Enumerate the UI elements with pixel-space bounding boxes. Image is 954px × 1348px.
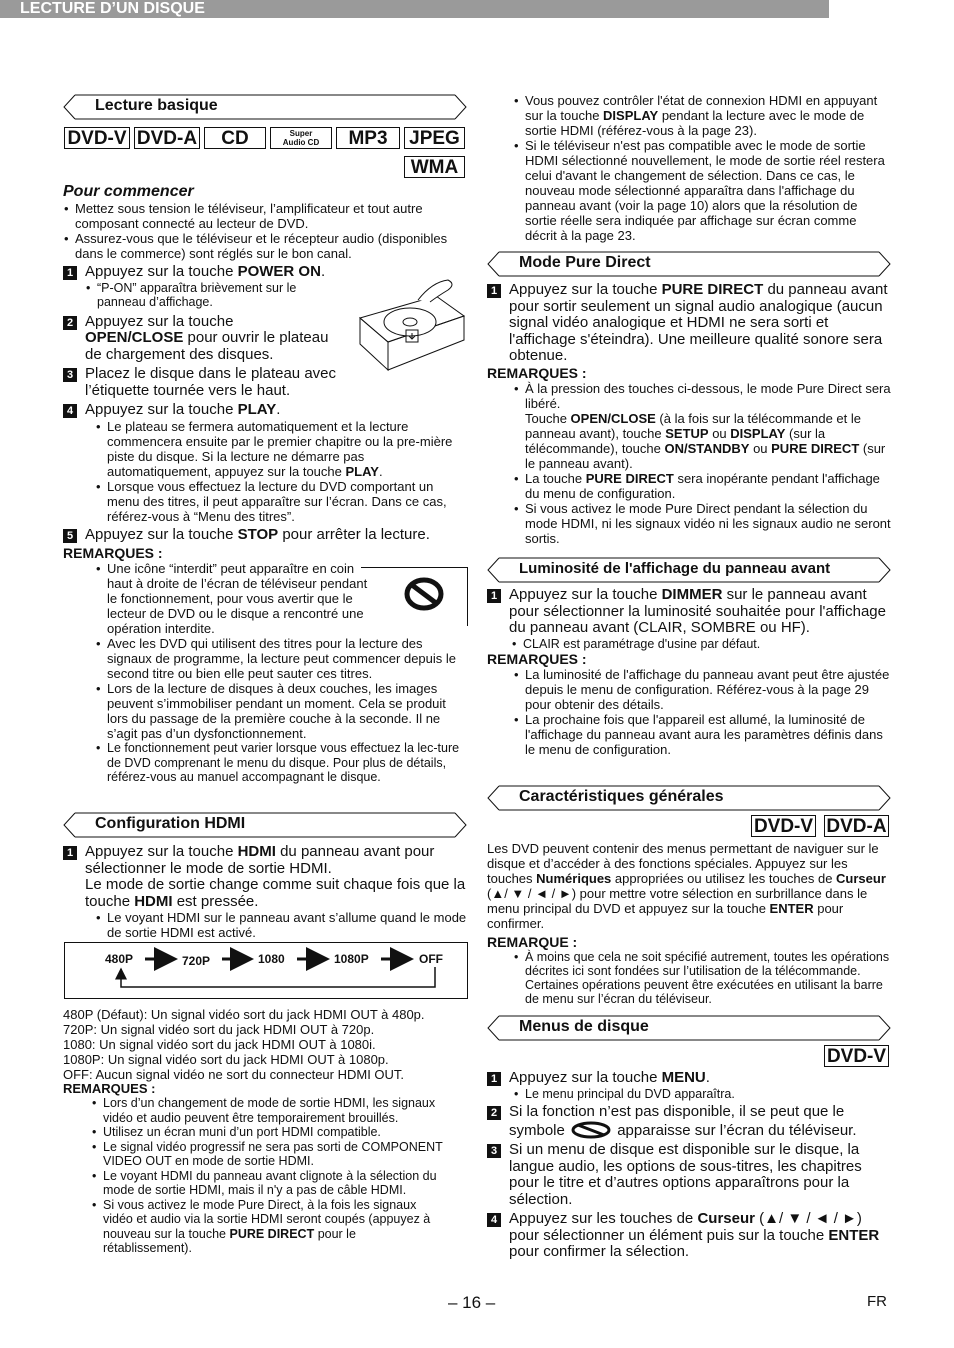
step-number: 2 xyxy=(63,316,77,330)
step-number: 3 xyxy=(487,1144,501,1158)
remark-text: (à la fois sur la télécommande et le panneau avant), touche xyxy=(525,410,862,441)
menu-step-4 xyxy=(487,1211,891,1261)
key-open-close: OPEN/CLOSE xyxy=(570,410,656,426)
badge-dvd-v: DVD-V xyxy=(824,1045,889,1067)
step-number: 1 xyxy=(487,284,501,298)
remark-item: • Avec les DVD qui utilisent des titres pour la lecture des signaux de programme, la lecture peut commencer depuis le second titre ou bien elle peut sauter ces titres. xyxy=(95,636,467,681)
remarks-heading: REMARQUES : xyxy=(487,364,587,381)
key-display: DISPLAY xyxy=(603,108,659,123)
remark-item: • Le signal vidéo progressif ne sera pas sorti de COMPONENT VIDEO OUT en mode de sortie HDMI. xyxy=(91,1140,468,1169)
step-text: sur le panneau avant pour sélectionner la luminosité souhaitée pour l'affichage du panneau avant (CLAIR, SOMBRE ou HF). xyxy=(509,586,886,636)
step-text: apparaisse sur l’écran du téléviseur. xyxy=(613,1121,857,1139)
general-content xyxy=(487,841,891,1006)
pure-direct-section xyxy=(487,251,891,546)
section-title: Mode Pure Direct xyxy=(519,254,651,271)
hdmi-note: • Si le téléviseur n'est pas compatible avec le mode de sortie HDMI sélectionné nouvellement, le mode de sortie réel restera celui d'avant le changement de sélection. Dans ce cas, le nouveau mode sélectionné apparaîtra dans l'affichage du panneau avant (voir la page 10) alors que la résolution de sortie réelle sera indiquée par affichage sur écran comme décrit à la page 23. xyxy=(513,138,891,243)
remark-item: • La prochaine fois que l'appareil est allumé, la luminosité de l'affichage du panneau avant aura les paramètres définis dans le menu de configuration. xyxy=(513,712,891,757)
section-title: Lecture basique xyxy=(95,97,218,114)
note-text: . xyxy=(378,463,383,479)
key-on-standby: ON/STANDBY xyxy=(664,440,750,456)
step-text: Placez le disque dans le plateau avec l’étiquette tournée vers le haut. xyxy=(85,365,337,399)
page-number: – 16 – xyxy=(448,1293,496,1312)
step-number: 1 xyxy=(487,589,501,603)
remark-item: • Le fonctionnement peut varier lorsque vous effectuez la lec-ture de DVD comprenant le menu du disque. Pour plus de détails, référez-vous au manuel accompagnant le disque. xyxy=(95,741,467,785)
key-open-close: OPEN/CLOSE xyxy=(85,329,184,346)
right-column-top xyxy=(487,93,891,243)
remark-text: La touche xyxy=(525,470,586,486)
prohibited-icon xyxy=(404,577,444,611)
key-stop: STOP xyxy=(237,525,279,543)
key-enter: ENTER xyxy=(769,901,814,916)
step-text: Appuyez sur la touche xyxy=(509,1069,662,1086)
remark-item: • La luminosité de l'affichage du panneau avant peut être ajustée depuis le menu de configuration. Référez-vous à la page 29 pour obtenir des détails. xyxy=(513,667,891,712)
badge-dvd-v: DVD-V xyxy=(64,127,130,149)
remark-text: (sur le panneau avant). xyxy=(525,440,886,471)
key-enter: ENTER xyxy=(828,1226,880,1244)
para-text: (▲/ ▼ / ◄ / ►) pour mettre votre sélection en surbrillance dans le menu principal du DVD et appuyez sur la touche xyxy=(487,886,868,916)
badge-wma: WMA xyxy=(404,156,465,178)
remark-text: sera inopérante pendant l'affichage du menu de configuration. xyxy=(525,470,880,501)
step-text: pour arrêter la lecture. xyxy=(278,525,430,543)
lecture-content xyxy=(63,182,467,785)
remark-item: • Une icône “interdit” peut apparaître en coin haut à droite de l’écran de téléviseur pendant le fonctionnement, pour vous avertir que le lecteur de DVD ou le disque a rencontré une opération interdite. xyxy=(95,561,372,636)
general-section xyxy=(487,785,891,815)
step-number: 4 xyxy=(63,404,77,418)
pour-commencer-heading: Pour commencer xyxy=(63,183,194,200)
step-text: (▲/ ▼ / ◄ / ►) pour sélectionner un élément puis sur la touche xyxy=(509,1210,862,1244)
section-header-disc-menus xyxy=(487,1015,891,1041)
flow-mode-off: OFF xyxy=(419,952,443,966)
hdmi-step-1 xyxy=(63,844,467,910)
remarks-heading: REMARQUES : xyxy=(63,1081,156,1096)
key-power-on: POWER ON xyxy=(237,263,321,280)
step-text: Le mode de sortie change comme suit chaque fois que la touche xyxy=(85,876,466,910)
step-text: Appuyez sur les touches de xyxy=(509,1210,698,1227)
flow-mode-1080: 1080 xyxy=(258,952,285,966)
step-note: • Le voyant HDMI sur le panneau avant s’allume quand le mode de sortie HDMI est activé. xyxy=(95,910,467,940)
section-header-lecture xyxy=(63,94,467,120)
mode-desc: 720P: Un signal vidéo sort du jack HDMI OUT à 720p. xyxy=(63,1022,375,1037)
badge-super-audio-cd xyxy=(270,127,332,149)
intro-bullet: • Assurez-vous que le téléviseur et le récepteur audio (disponibles dans le commerce) sont réglés sur le bon canal. xyxy=(63,231,467,261)
step-number: 3 xyxy=(63,368,77,382)
para-text: appropriées ou utilisez les touches de xyxy=(611,871,837,886)
mode-desc: 480P (Défaut): Un signal vidéo sort du jack HDMI OUT à 480p. xyxy=(63,1007,425,1022)
key-hdmi: HDMI xyxy=(134,892,173,910)
section-header-dimmer xyxy=(487,557,891,583)
pure-step-1 xyxy=(487,282,891,365)
mode-desc: 1080: Un signal vidéo sort du jack HDMI OUT à 1080i. xyxy=(63,1037,376,1052)
key-pure-direct: PURE DIRECT xyxy=(661,281,764,298)
step-text: Si un menu de disque est disponible sur le disque, la langue audio, les options de sous-titres, les chapitres pour le titre et d’autres options apparaîtrons pour la sélection. xyxy=(509,1141,862,1208)
flow-mode-1080p: 1080P xyxy=(334,952,369,966)
disc-menus-content xyxy=(487,1070,891,1261)
hdmi-description xyxy=(63,1007,468,1256)
step-text: Appuyez sur la touche xyxy=(85,525,238,543)
step-text: pour confirmer la sélection. xyxy=(509,1243,690,1260)
step-text: Appuyez sur la touche xyxy=(85,843,238,860)
hdmi-note xyxy=(513,93,891,138)
badge-line: Audio CD xyxy=(282,138,320,147)
step-2 xyxy=(63,314,345,364)
key-setup: SETUP xyxy=(665,425,709,441)
note-text: Le plateau se fermera automatiquement et la lecture commencera ensuite par le premier chapitre ou la pre-mière piste du disque. Si la lecture ne démarre pas automatiquement, appuyez sur la touche xyxy=(107,418,453,479)
remark-text: ou xyxy=(708,425,731,441)
key-pure-direct: PURE DIRECT xyxy=(585,470,674,486)
remark-item: • À moins que cela ne soit spécifié autrement, toutes les opérations décrites ici sont fondées sur l’utilisation de la télécommande. Certaines opérations peuvent être exécutées en utilisant la barre de menu sur l’écran du téléviseur. xyxy=(513,950,891,1006)
key-menu: MENU xyxy=(661,1069,706,1086)
badge-mp3: MP3 xyxy=(336,127,400,149)
note-text: pendant la lecture avec le mode de sortie HDMI (référez-vous à la page 23). xyxy=(525,108,865,138)
step-text: . xyxy=(705,1069,710,1086)
key-pure-direct: PURE DIRECT xyxy=(771,440,860,456)
step-number: 5 xyxy=(63,529,77,543)
step-number: 2 xyxy=(487,1106,501,1120)
remark-item: • Lors de la lecture de disques à deux couches, les images peuvent s’immobiliser pendant un moment. Cela se produit lors du passage de la première couche à la seconde. Il ne s’agit pas d’un dysfonctionnement. xyxy=(95,681,467,741)
badge-dvd-a: DVD-A xyxy=(824,815,889,837)
intro-bullet: • Mettez sous tension le téléviseur, l’amplificateur et tout autre composant connecté au lecteur de DVD. xyxy=(63,201,467,231)
step-note xyxy=(95,419,467,479)
key-play: PLAY xyxy=(345,463,379,479)
remarks-heading: REMARQUES : xyxy=(63,545,163,561)
hdmi-section xyxy=(63,812,467,940)
step-note: • CLAIR est paramétrage d'usine par défaut. xyxy=(511,637,891,652)
step-note: • “P-ON” apparaîtra brièvement sur le panneau d’affichage. xyxy=(85,281,327,310)
mode-desc: OFF: Aucun signal vidéo ne sort du connecteur HDMI OUT. xyxy=(63,1067,405,1082)
flow-mode-720p: 720P xyxy=(182,954,211,968)
remark-item xyxy=(513,381,891,471)
section-header-pure-direct xyxy=(487,251,891,277)
badge-jpeg: JPEG xyxy=(404,127,465,149)
remark-text: Si vous activez le mode Pure Direct, à la fois les signaux vidéo et audio via la sortie HDMI seront coupés (appuyez à nouveau sur la touche xyxy=(103,1197,431,1241)
section-title: Menus de disque xyxy=(519,1018,649,1035)
remark-text: pour le rétablissement). xyxy=(103,1226,356,1255)
step-number: 1 xyxy=(63,266,77,280)
remarks-heading: REMARQUES : xyxy=(487,651,587,667)
remark-item xyxy=(513,471,891,501)
step-text: du panneau avant pour sortir seulement un signal audio analogique (aucun signal vidéo analogique et HDMI ne sera sorti et l'affichage s'éteindra). Une meilleure qualité sonore sera obtenue. xyxy=(509,281,888,364)
badge-dvd-v: DVD-V xyxy=(751,815,816,837)
dimmer-step-1 xyxy=(487,587,891,637)
flow-mode-480p: 480P xyxy=(105,952,134,966)
mode-desc: 1080P: Un signal vidéo sort du jack HDMI OUT à 1080p. xyxy=(63,1052,389,1067)
step-text: pour ouvrir le plateau de chargement des disques. xyxy=(85,329,329,363)
page-title: LECTURE D’UN DISQUE xyxy=(20,0,205,17)
remark-text: (sur la télécommande), touche xyxy=(525,425,826,456)
section-title: Configuration HDMI xyxy=(95,815,246,832)
hdmi-mode-flow xyxy=(64,942,468,999)
step-note: • Le menu principal du DVD apparaîtra. xyxy=(513,1087,891,1102)
section-header-hdmi xyxy=(63,812,467,838)
remark-item: • Le voyant HDMI du panneau avant clignote à la sélection du mode de sortie HDMI, mais il n'y a pas de câble HDMI. xyxy=(91,1169,468,1198)
language-code: FR xyxy=(867,1293,887,1310)
remark-item: • Lors d’un changement de mode de sortie HDMI, les signaux vidéo et audio peuvent être temporairement brouillés. xyxy=(91,1096,468,1125)
key-cursor: Curseur xyxy=(697,1210,755,1227)
para-text: pour confirmer. xyxy=(487,901,844,931)
menu-step-3 xyxy=(487,1142,891,1208)
remark-item: • Si vous activez le mode Pure Direct pendant la sélection du mode HDMI, ni les signaux vidéo ni les signaux audio ne seront sortis. xyxy=(513,501,891,546)
badge-cd: CD xyxy=(204,127,266,149)
key-cursor: Curseur xyxy=(836,871,886,886)
section-title: Caractéristiques générales xyxy=(519,788,724,805)
step-number: 1 xyxy=(487,1072,501,1086)
step-number: 1 xyxy=(63,846,77,860)
note-text: Vous pouvez contrôler l'état de connexion HDMI en appuyant sur la touche xyxy=(525,93,878,123)
remark-heading: REMARQUE : xyxy=(487,934,578,950)
step-text: Appuyez sur la touche xyxy=(85,401,238,418)
step-note: • Lorsque vous effectuez la lecture du DVD comportant un menu des titres, il peut apparaître sur l’écran. Dans ce cas, référez-vous à “Menu des titres”. xyxy=(95,479,467,524)
key-hdmi: HDMI xyxy=(237,843,276,860)
step-text: Si la fonction n’est pas disponible, il se peut que le symbole xyxy=(509,1103,845,1139)
prohibited-icon xyxy=(569,1121,613,1139)
disc-tray-illustration xyxy=(340,278,468,380)
step-text: est pressée. xyxy=(172,892,259,910)
remark-text: Touche xyxy=(525,410,571,426)
step-text: . xyxy=(320,263,326,280)
key-numeric: Numériques xyxy=(536,871,612,886)
section-header-general xyxy=(487,785,891,811)
step-text: du panneau avant pour sélectionner le mode de sortie HDMI. xyxy=(85,843,435,877)
prohibited-frame xyxy=(361,567,468,626)
step-text: Appuyez sur la touche xyxy=(509,281,662,298)
section-title: Luminosité de l'affichage du panneau avant xyxy=(519,560,831,577)
key-pure-direct: PURE DIRECT xyxy=(229,1226,315,1241)
step-3 xyxy=(63,366,385,399)
step-text: Appuyez sur la touche xyxy=(85,312,234,330)
badge-dvd-a: DVD-A xyxy=(134,127,200,149)
remark-text: À la pression des touches ci-dessous, le mode Pure Direct sera libéré. xyxy=(525,380,891,411)
left-column xyxy=(63,94,467,124)
menu-step-1 xyxy=(487,1070,891,1087)
step-4 xyxy=(63,402,467,419)
key-display: DISPLAY xyxy=(730,425,786,441)
menu-step-2 xyxy=(487,1104,891,1139)
step-number: 4 xyxy=(487,1213,501,1227)
key-play: PLAY xyxy=(237,401,277,418)
remark-item: • Utilisez un écran muni d’un port HDMI compatible. xyxy=(91,1125,468,1140)
disc-menus-section xyxy=(487,1015,891,1045)
step-text: . xyxy=(276,401,281,418)
remark-text: ou xyxy=(749,440,772,456)
badge-line: Super xyxy=(289,129,313,138)
step-text: Appuyez sur la touche xyxy=(85,263,238,280)
step-5 xyxy=(63,527,467,544)
remark-item xyxy=(91,1198,433,1256)
general-paragraph xyxy=(487,841,891,931)
key-dimmer: DIMMER xyxy=(661,586,723,603)
dimmer-section xyxy=(487,557,891,757)
section-banner xyxy=(0,0,829,18)
step-text: Appuyez sur la touche xyxy=(509,586,662,603)
para-text: Les DVD peuvent contenir des menus permettant de naviguer sur le disque et d’accéder à des fonctions spéciales. Appuyez sur les touches xyxy=(487,841,879,886)
